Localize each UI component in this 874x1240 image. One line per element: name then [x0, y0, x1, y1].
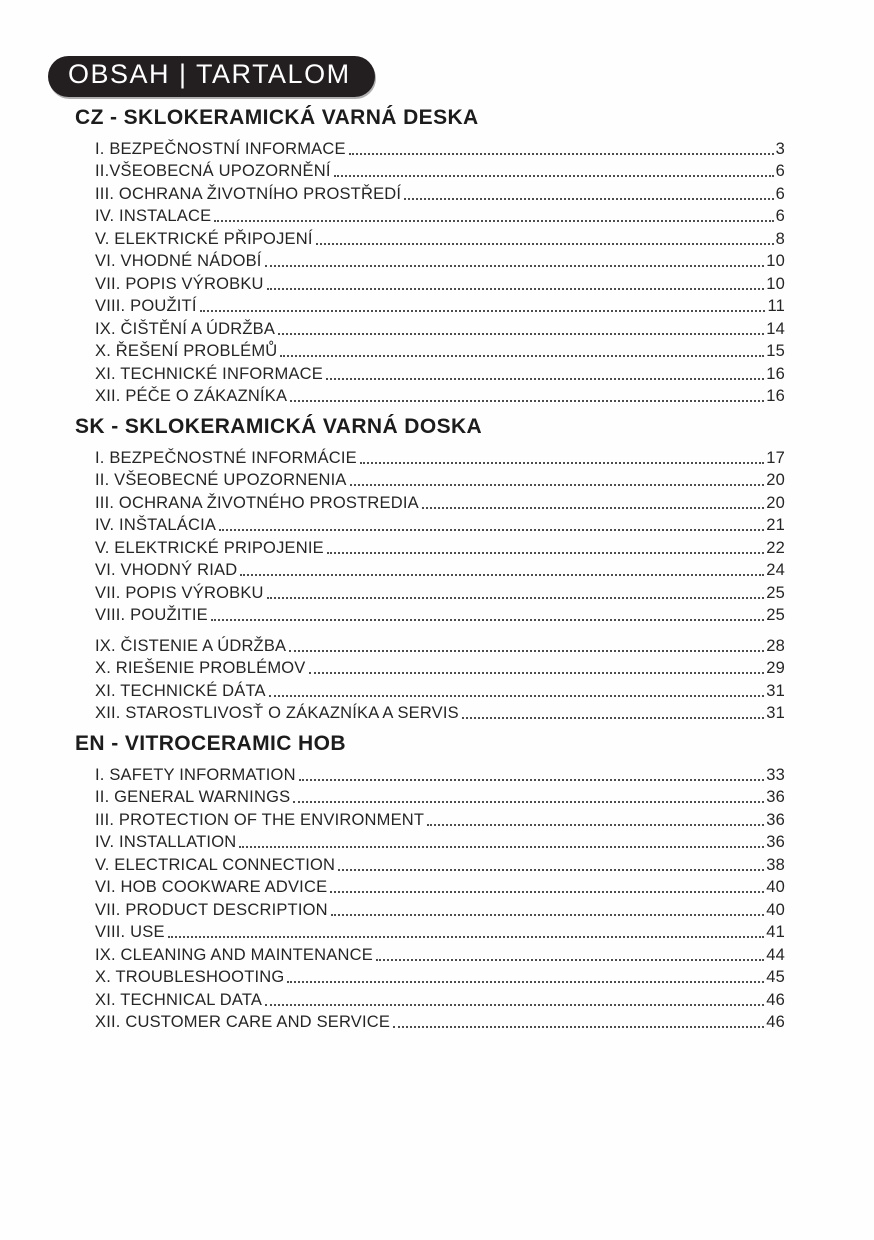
entry-label: V. ELEKTRICKÉ PŘIPOJENÍ: [95, 229, 313, 248]
entry-page-number: 8: [775, 229, 785, 248]
entry-page-number: 20: [766, 493, 785, 512]
entry-label: III. OCHRANA ŽIVOTNÍHO PROSTŘEDÍ: [95, 184, 402, 203]
section-title-sk: SK - SKLOKERAMICKÁ VARNÁ DOSKA: [75, 415, 483, 438]
toc-section-en: [75, 732, 785, 1032]
dot-leader: [287, 981, 764, 983]
toc-entry: [95, 762, 785, 785]
dot-leader: [316, 243, 774, 245]
toc-entry: [95, 633, 785, 656]
toc-entry: [95, 830, 785, 853]
dot-leader: [404, 198, 773, 200]
toc-entry: [95, 852, 785, 875]
entry-page-number: 33: [766, 765, 785, 784]
entry-label: I. BEZPEČNOSTNÍ INFORMACE: [95, 139, 346, 158]
dot-leader: [334, 175, 774, 177]
entry-page-number: 10: [766, 252, 785, 270]
dot-leader: [265, 1004, 764, 1006]
toc-entry: [95, 361, 785, 384]
dot-leader: [219, 529, 764, 531]
dot-leader: [214, 220, 773, 222]
dot-leader: [331, 914, 764, 916]
dot-leader: [200, 310, 766, 312]
toc-section-cz: [75, 106, 785, 406]
entry-page-number: 21: [766, 516, 785, 534]
dot-leader: [360, 462, 764, 464]
toc-entry: [95, 580, 785, 603]
toc-entry: [95, 535, 785, 558]
dot-leader: [269, 695, 764, 697]
dot-leader: [330, 891, 764, 893]
dot-leader: [327, 552, 764, 554]
dot-leader: [293, 801, 764, 803]
entry-label: VII. POPIS VÝROBKU: [95, 583, 264, 602]
toc-entry: [95, 897, 785, 920]
dot-leader: [422, 507, 764, 509]
toc-entry: [95, 490, 785, 513]
entry-page-number: 22: [766, 538, 785, 557]
entry-label: IX. ČISTENIE A ÚDRŽBA: [95, 636, 287, 655]
entry-label: II.VŠEOBECNÁ UPOZORNĚNÍ: [95, 162, 331, 180]
toc-entry: [95, 987, 785, 1010]
entry-label: IV. INŠTALÁCIA: [95, 516, 217, 534]
entry-label: VIII. USE: [95, 923, 165, 941]
entry-page-number: 41: [766, 923, 785, 941]
entry-page-number: 44: [766, 945, 785, 964]
entry-label: XII. STAROSTLIVOSŤ O ZÁKAZNÍKA A SERVIS: [95, 704, 459, 722]
toc-entry: [95, 204, 785, 227]
toc-entry: [95, 656, 785, 679]
entry-page-number: 36: [766, 788, 785, 806]
toc-entry: [95, 226, 785, 249]
entry-label: IX. CLEANING AND MAINTENANCE: [95, 945, 373, 964]
entry-label: IV. INSTALACE: [95, 207, 212, 225]
entry-page-number: 38: [766, 855, 785, 874]
toc-entry: [95, 558, 785, 581]
toc-header-title: OBSAH | TARTALOM: [68, 59, 351, 89]
toc-entry: [95, 513, 785, 536]
dot-leader: [265, 265, 765, 267]
entry-label: II. GENERAL WARNINGS: [95, 788, 291, 806]
section-rows: [75, 136, 785, 406]
section-rows: [75, 762, 785, 1032]
entry-page-number: 31: [766, 681, 785, 700]
toc-entry: [95, 468, 785, 491]
entry-label: XI. TECHNICKÉ INFORMACE: [95, 364, 323, 383]
entry-label: VII. PRODUCT DESCRIPTION: [95, 900, 328, 919]
entry-label: VIII. POUŽITIE: [95, 606, 208, 624]
entry-label: V. ELECTRICAL CONNECTION: [95, 855, 336, 874]
entry-label: X. TROUBLESHOOTING: [95, 968, 285, 986]
dot-leader: [211, 619, 764, 621]
entry-page-number: 40: [766, 900, 785, 919]
entry-page-number: 36: [766, 810, 785, 829]
toc-entry: [95, 181, 785, 204]
toc-entry: [95, 294, 785, 317]
entry-page-number: 6: [775, 184, 785, 203]
toc-entry: [95, 678, 785, 701]
dot-leader: [309, 672, 765, 674]
dot-leader: [289, 650, 764, 652]
toc-entry: [95, 875, 785, 898]
dot-leader: [278, 333, 764, 335]
section-rows: [75, 445, 785, 723]
entry-page-number: 29: [766, 659, 785, 677]
entry-page-number: 46: [766, 1013, 785, 1031]
entry-label: X. RIEŠENIE PROBLÉMOV: [95, 659, 306, 677]
dot-leader: [393, 1026, 764, 1028]
dot-leader: [350, 484, 765, 486]
entry-page-number: 36: [766, 833, 785, 851]
entry-page-number: 24: [766, 561, 785, 579]
dot-leader: [168, 936, 765, 938]
entry-page-number: 46: [766, 990, 785, 1009]
dot-leader: [462, 717, 764, 719]
toc-entry: [95, 316, 785, 339]
toc-entry: [95, 942, 785, 965]
dot-leader: [427, 824, 764, 826]
toc-section-sk: [75, 415, 785, 723]
entry-label: VI. VHODNÉ NÁDOBÍ: [95, 252, 262, 270]
toc-entry: [95, 920, 785, 943]
dot-leader: [267, 597, 765, 599]
toc-entry: [95, 136, 785, 159]
section-title-cz: CZ - SKLOKERAMICKÁ VARNÁ DESKA: [75, 106, 479, 129]
entry-page-number: 31: [766, 704, 785, 722]
dot-leader: [240, 574, 764, 576]
dot-leader: [267, 288, 765, 290]
entry-page-number: 20: [766, 471, 785, 489]
toc-sections: [75, 106, 785, 1032]
entry-label: XII. PÉČE O ZÁKAZNÍKA: [95, 387, 288, 405]
entry-label: XI. TECHNICAL DATA: [95, 990, 263, 1009]
toc-header-pill: [48, 56, 375, 97]
dot-leader: [349, 153, 774, 155]
toc-entry: [95, 159, 785, 182]
entry-page-number: 28: [766, 636, 785, 655]
entry-label: VII. POPIS VÝROBKU: [95, 274, 264, 293]
entry-label: III. PROTECTION OF THE ENVIRONMENT: [95, 810, 425, 829]
dot-leader: [326, 378, 764, 380]
entry-page-number: 11: [767, 297, 785, 315]
dot-leader: [280, 355, 764, 357]
entry-page-number: 10: [766, 274, 785, 293]
dot-leader: [239, 846, 764, 848]
entry-page-number: 6: [775, 207, 785, 225]
toc-entry: [95, 339, 785, 362]
entry-page-number: 16: [766, 387, 785, 405]
entry-page-number: 25: [766, 606, 785, 624]
entry-label: XII. CUSTOMER CARE AND SERVICE: [95, 1013, 391, 1031]
toc-entry: [95, 965, 785, 988]
entry-label: I. BEZPEČNOSTNÉ INFORMÁCIE: [95, 448, 357, 467]
entry-page-number: 17: [766, 448, 785, 467]
entry-page-number: 14: [766, 319, 785, 338]
entry-label: XI. TECHNICKÉ DÁTA: [95, 681, 266, 700]
toc-entry: [95, 271, 785, 294]
entry-page-number: 16: [766, 364, 785, 383]
entry-label: I. SAFETY INFORMATION: [95, 765, 296, 784]
section-title-en: EN - VITROCERAMIC HOB: [75, 732, 346, 755]
dot-leader: [290, 400, 764, 402]
entry-label: V. ELEKTRICKÉ PRIPOJENIE: [95, 538, 324, 557]
toc-entry: [95, 785, 785, 808]
entry-label: VIII. POUŽITÍ: [95, 297, 197, 315]
toc-entry: [95, 603, 785, 626]
entry-label: IV. INSTALLATION: [95, 833, 237, 851]
entry-label: X. ŘEŠENÍ PROBLÉMŮ: [95, 342, 278, 360]
toc-entry: [95, 701, 785, 724]
entry-label: IX. ČIŠTĚNÍ A ÚDRŽBA: [95, 319, 276, 338]
dot-leader: [376, 959, 764, 961]
entry-page-number: 6: [775, 162, 785, 180]
entry-label: III. OCHRANA ŽIVOTNÉHO PROSTREDIA: [95, 493, 419, 512]
entry-page-number: 40: [766, 878, 785, 896]
entry-page-number: 3: [775, 139, 785, 158]
dot-leader: [299, 779, 765, 781]
toc-entry: [95, 445, 785, 468]
toc-entry: [95, 807, 785, 830]
entry-label: II. VŠEOBECNÉ UPOZORNENIA: [95, 471, 347, 489]
entry-page-number: 45: [766, 968, 785, 986]
entry-page-number: 15: [766, 342, 785, 360]
toc-entry: [95, 384, 785, 407]
entry-label: VI. VHODNÝ RIAD: [95, 561, 238, 579]
toc-entry: [95, 1010, 785, 1033]
dot-leader: [338, 869, 764, 871]
entry-page-number: 25: [766, 583, 785, 602]
entry-label: VI. HOB COOKWARE ADVICE: [95, 878, 328, 896]
toc-entry: [95, 249, 785, 272]
